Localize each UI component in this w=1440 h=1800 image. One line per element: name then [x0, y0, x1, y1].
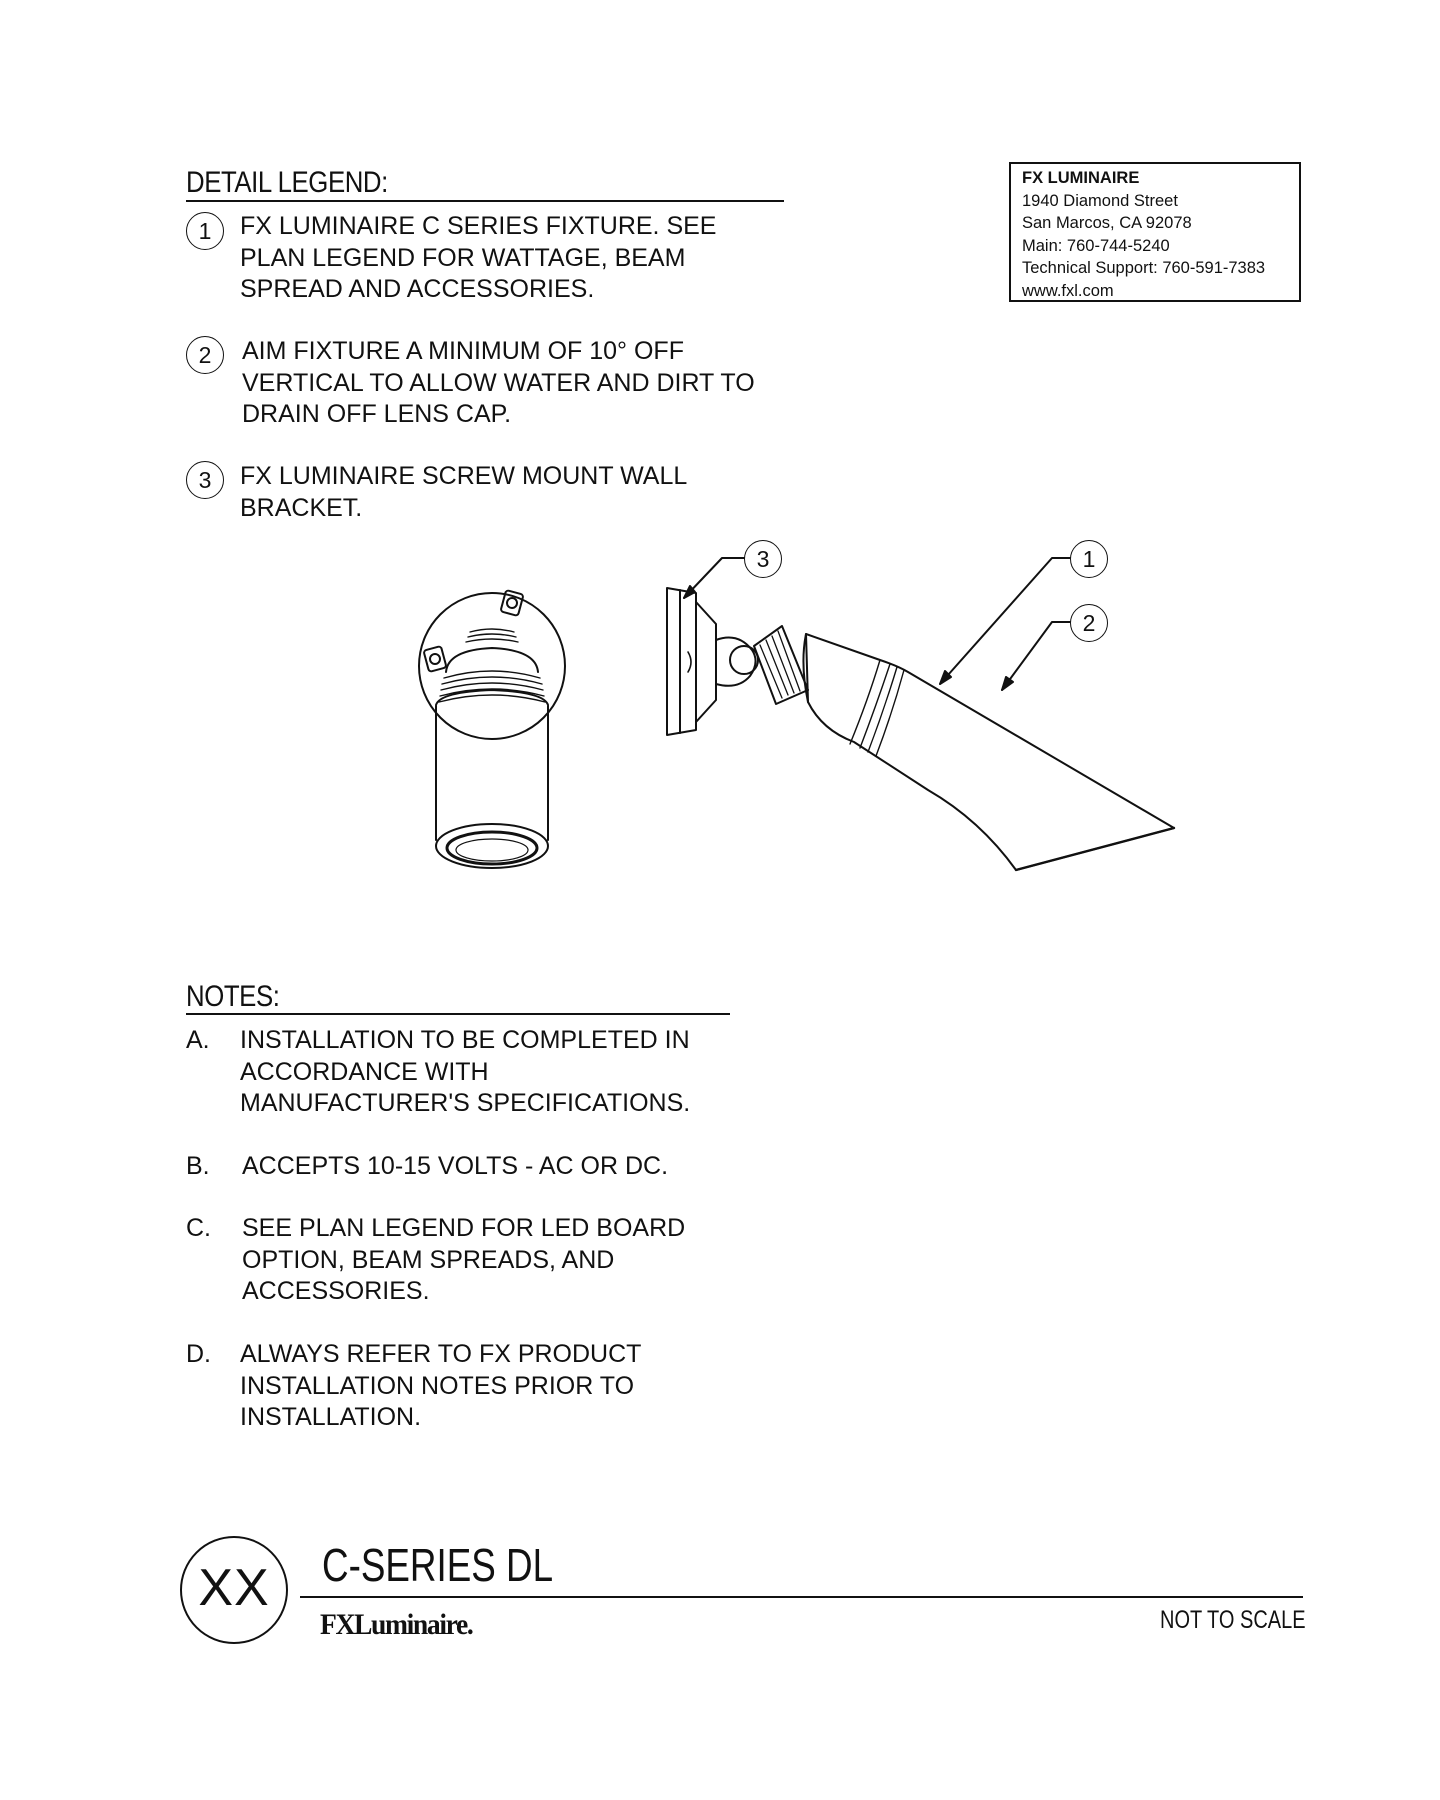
callout-1-leader [940, 558, 1070, 684]
side-view-plate-flange [696, 602, 716, 722]
callout-2: 2 [1070, 604, 1108, 642]
front-view-collar [446, 648, 538, 672]
side-view-bracket-arm [716, 638, 756, 686]
note-a-letter: A. [186, 1026, 210, 1054]
note-c-text: SEE PLAN LEGEND FOR LED BOARD OPTION, BEAM SPREADS, AND ACCESSORIES. [242, 1214, 686, 1305]
detail-id: XX [198, 1559, 270, 1617]
note-a-text: INSTALLATION TO BE COMPLETED IN ACCORDANCE WITH MANUFACTURER'S SPECIFICATIONS. [240, 1026, 691, 1117]
side-view-rings [850, 660, 904, 756]
legend-item-1-number: 1 [186, 212, 224, 250]
front-view-lens [447, 832, 537, 864]
legend-item-2-text: AIM FIXTURE A MINIMUM OF 10° OFF VERTICAL TO ALLOW WATER AND DIRT TO DRAIN OFF LENS CAP. [242, 337, 755, 428]
note-b-text: ACCEPTS 10-15 VOLTS - AC OR DC. [242, 1152, 669, 1180]
side-view-knuckle [754, 626, 808, 704]
note-d-text: ALWAYS REFER TO FX PRODUCT INSTALLATION NOTES PRIOR TO INSTALLATION. [240, 1340, 642, 1431]
brand-logo: FXLuminaire. [320, 1608, 473, 1641]
company-support-phone: Technical Support: 760-591-7383 [1022, 259, 1266, 277]
note-c-letter: C. [186, 1214, 211, 1242]
company-main-phone: Main: 760-744-5240 [1022, 236, 1170, 255]
front-view-threads [439, 671, 545, 702]
legend-item-3-number: 3 [186, 461, 224, 499]
callout-1: 1 [1070, 540, 1108, 578]
notes-title: NOTES: [186, 980, 280, 1013]
note-b-letter: B. [186, 1152, 210, 1180]
legend-item-1-text: FX LUMINAIRE C SERIES FIXTURE. SEE PLAN LEGEND FOR WATTAGE, BEAM SPREAD AND ACCESSORIES. [240, 212, 717, 303]
callout-3: 3 [744, 540, 782, 578]
company-street: 1940 Diamond Street [1022, 191, 1178, 210]
legend-item-2-number: 2 [186, 336, 224, 374]
note-d-letter: D. [186, 1340, 211, 1368]
sheet-title: C-SERIES DL [322, 1539, 554, 1591]
legend-item-3-text: FX LUMINAIRE SCREW MOUNT WALL BRACKET. [240, 462, 688, 522]
side-view-ball-joint [730, 646, 758, 674]
company-website: www.fxl.com [1022, 281, 1114, 300]
callout-2-leader [1002, 622, 1070, 690]
side-view-fixture-body [803, 634, 1174, 870]
scale-note: NOT TO SCALE [1160, 1606, 1306, 1634]
detail-legend-title: DETAIL LEGEND: [186, 166, 388, 199]
company-city: San Marcos, CA 92078 [1022, 214, 1192, 232]
front-view-screw-left [423, 646, 446, 672]
front-view-body-top [436, 690, 548, 705]
front-view-knuckle [466, 629, 518, 642]
company-name: FX LUMINAIRE [1022, 169, 1140, 187]
front-view-wall-plate [419, 593, 565, 739]
callout-3-leader [684, 558, 744, 598]
title-rule [300, 1596, 1303, 1598]
notes-rule [186, 1013, 730, 1015]
